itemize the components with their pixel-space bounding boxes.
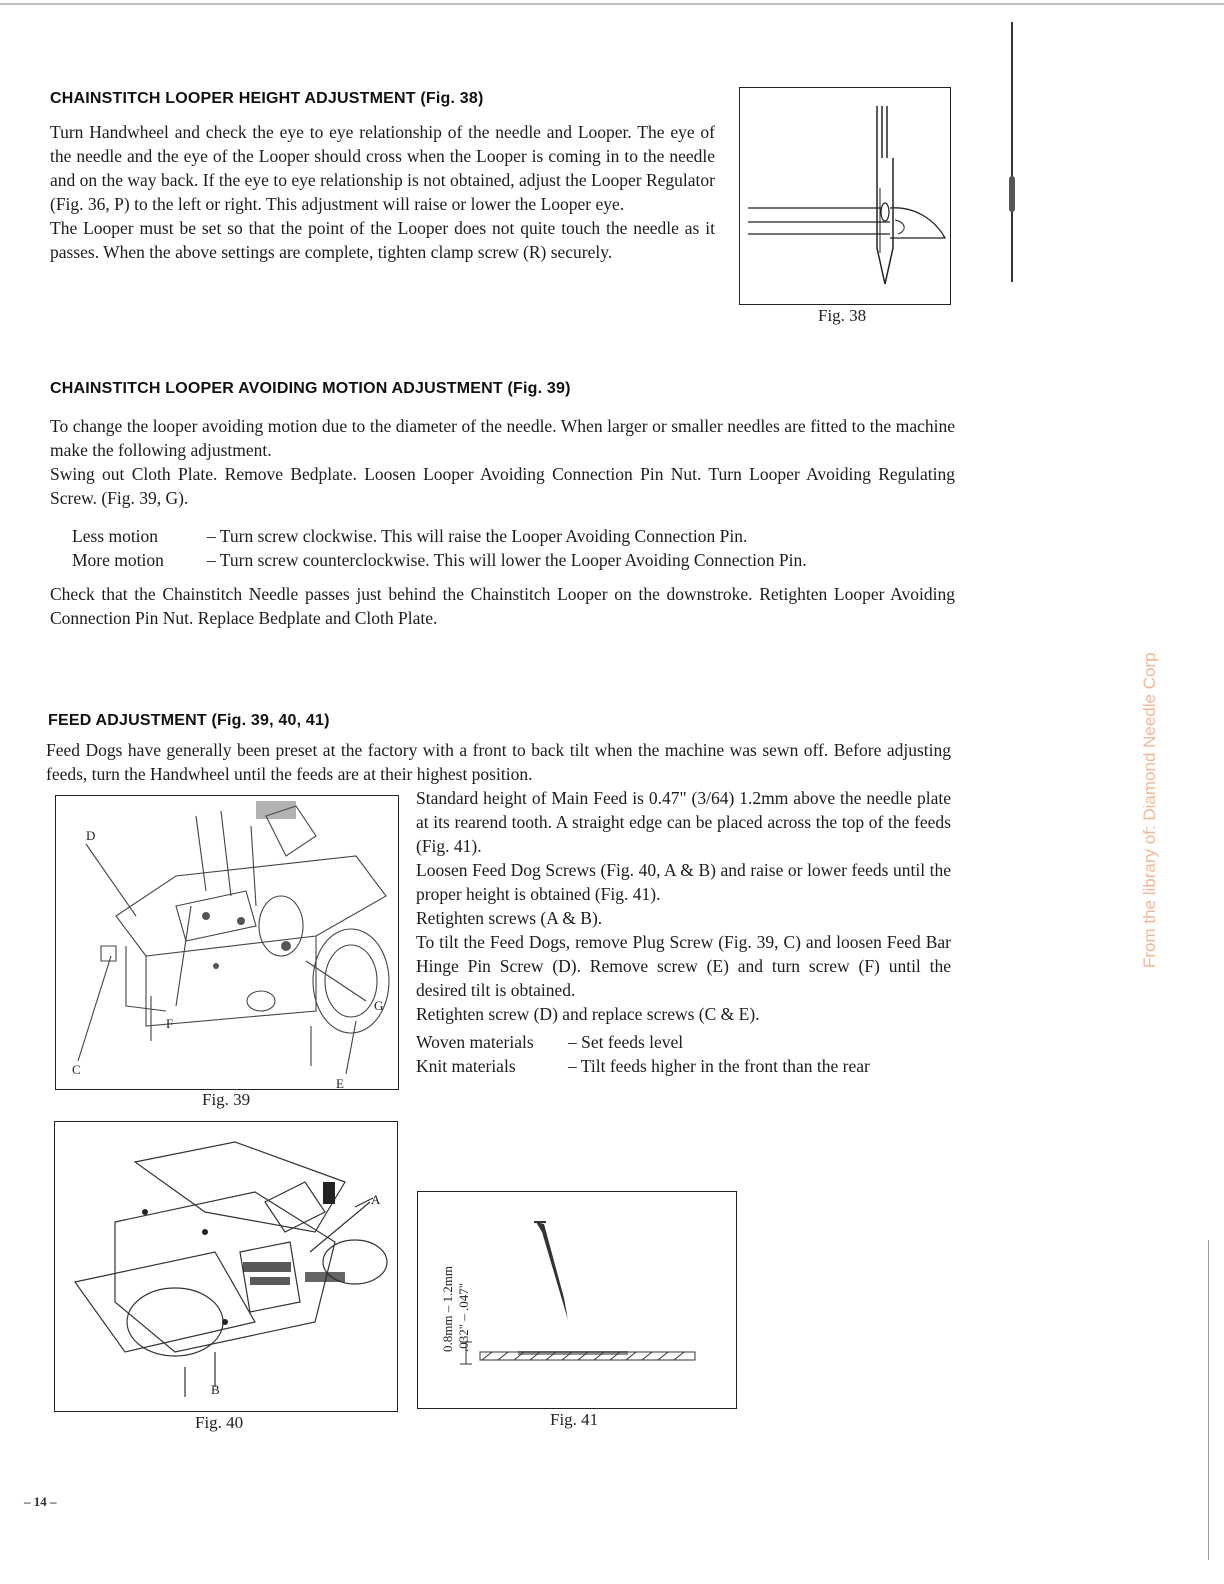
motion-row-less: [72, 524, 962, 548]
fig41-dim-mm: 0.8mm – 1.2mm: [440, 1266, 455, 1352]
material-row-knit: [416, 1054, 961, 1078]
fig40-label-b: B: [211, 1382, 220, 1397]
section2-body: [50, 414, 955, 510]
section3-body: [416, 786, 951, 1026]
section2-heading: CHAINSTITCH LOOPER AVOIDING MOTION ADJUSTMENT (Fig. 39): [50, 380, 571, 397]
motion-label: Less motion: [72, 526, 159, 546]
section2-paragraph: Swing out Cloth Plate. Remove Bedplate. Loosen Looper Avoiding Connection Pin Nut. Turn Looper Avoiding Regulating Screw. (Fig. 39, G).: [50, 464, 955, 508]
fig40-box: [54, 1121, 398, 1412]
page-number: – 14 –: [24, 1494, 57, 1509]
fig39-box: [55, 795, 399, 1090]
section1-body: [50, 120, 715, 264]
fig39-caption: Fig. 39: [202, 1090, 251, 1109]
scan-right-edge: [1208, 1240, 1209, 1560]
material-label: Knit materials: [416, 1056, 516, 1076]
material-text: – Tilt feeds higher in the front than the rear: [568, 1056, 870, 1076]
section3-paragraph: Retighten screw (D) and replace screws (C & E).: [416, 1004, 760, 1024]
section3-paragraph: Loosen Feed Dog Screws (Fig. 40, A & B) and raise or lower feeds until the proper height is obtained (Fig. 41).: [416, 860, 951, 904]
motion-row-more: [72, 548, 962, 572]
fig40-caption: Fig. 40: [195, 1413, 244, 1432]
section3-paragraph: To tilt the Feed Dogs, remove Plug Screw (Fig. 39, C) and loosen Feed Bar Hinge Pin Screw (D). Remove screw (E) and turn screw (F) until the desired tilt is obtained.: [416, 932, 951, 1000]
fig38-caption: Fig. 38: [818, 306, 867, 325]
motion-text: – Turn screw counterclockwise. This will lower the Looper Avoiding Connection Pin.: [207, 550, 807, 570]
section2-paragraph: To change the looper avoiding motion due to the diameter of the needle. When larger or smaller needles are fitted to the machine make the following adjustment.: [50, 416, 955, 460]
section1-paragraph: Turn Handwheel and check the eye to eye relationship of the needle and Looper. The eye of the needle and the eye of the Looper should cross when the Looper is coming in to the needle and on the way back. If the eye to eye relationship is not obtained, adjust the Looper Regulator (Fig. 36, P) to the left or right. This adjustment will raise or lower the Looper eye.: [50, 122, 715, 214]
fig39-label-e: E: [336, 1076, 344, 1089]
scan-margin-line: [1011, 22, 1013, 282]
fig39-label-d: D: [86, 828, 96, 843]
library-watermark: From the library of: Diamond Needle Corp: [1140, 652, 1159, 968]
fig41-box: [417, 1191, 737, 1409]
section3-heading: FEED ADJUSTMENT (Fig. 39, 40, 41): [48, 712, 330, 729]
scan-binding-mark: [1009, 176, 1015, 212]
fig41-straight-edge-illustration: [418, 1192, 736, 1408]
motion-list: [72, 524, 962, 572]
material-text: – Set feeds level: [568, 1032, 684, 1052]
materials-list: [416, 1030, 961, 1078]
fig40-feed-dog-illustration: [55, 1122, 397, 1411]
section2-closing: Check that the Chainstitch Needle passes just behind the Chainstitch Looper on the downstroke. Retighten Looper Avoiding Connection Pin Nut. Replace Bedplate and Cloth Plate.: [50, 584, 955, 628]
motion-label: More motion: [72, 550, 164, 570]
fig38-needle-looper-illustration: [740, 88, 950, 304]
section3-paragraph: Standard height of Main Feed is 0.47" (3/64) 1.2mm above the needle plate at its rearend tooth. A straight edge can be placed across the top of the feeds (Fig. 41).: [416, 788, 951, 856]
section1-paragraph: The Looper must be set so that the point of the Looper does not quite touch the needle as it passes. When the above settings are complete, tighten clamp screw (R) securely.: [50, 218, 715, 262]
fig39-label-f: F: [166, 1016, 174, 1031]
fig40-label-a: A: [371, 1192, 381, 1207]
fig39-machine-illustration: [56, 796, 398, 1089]
motion-text: – Turn screw clockwise. This will raise the Looper Avoiding Connection Pin.: [207, 526, 748, 546]
section3-paragraph: Retighten screws (A & B).: [416, 908, 603, 928]
material-row-woven: [416, 1030, 961, 1054]
scan-top-edge: [0, 3, 1224, 5]
fig41-dim-in: .032" – .047": [456, 1282, 471, 1352]
fig39-label-c: C: [72, 1062, 81, 1077]
section3-intro: Feed Dogs have generally been preset at the factory with a front to back tilt when the machine was sewn off. Before adjusting feeds, turn the Handwheel until the feeds are at their highest position.: [46, 740, 951, 784]
fig39-label-g: G: [374, 998, 384, 1013]
fig38-box: [739, 87, 951, 305]
fig41-caption: Fig. 41: [550, 1410, 599, 1429]
section1-heading: CHAINSTITCH LOOPER HEIGHT ADJUSTMENT (Fig. 38): [50, 90, 484, 107]
material-label: Woven materials: [416, 1032, 534, 1052]
